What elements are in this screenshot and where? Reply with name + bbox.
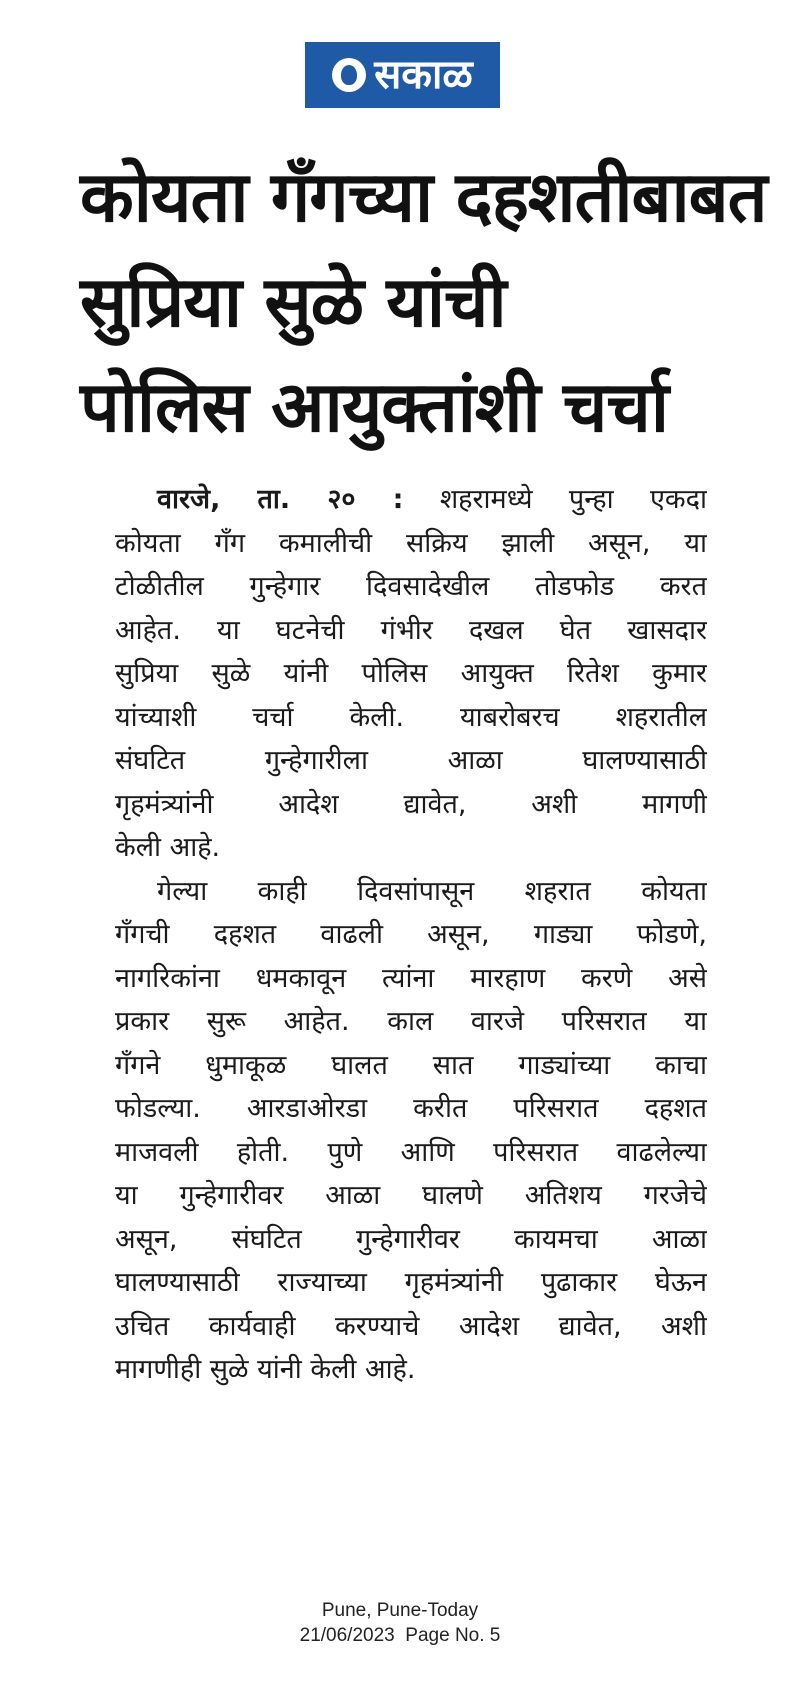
- article-line: उचित कार्यवाही करण्याचे आदेश द्यावेत, अशी: [115, 1310, 707, 1342]
- headline-line: कोयता गँगच्या दहशतीबाबत: [80, 156, 767, 238]
- dateline: वारजे, ता. २० :: [157, 484, 404, 515]
- emblem-icon: [332, 58, 366, 92]
- article-line: या गुन्हेगारीवर आळा घालणे अतिशय गरजेचे: [115, 1180, 707, 1211]
- headline: [80, 145, 767, 460]
- headline-line: पोलिस आयुक्तांशी चर्चा: [80, 366, 668, 448]
- article-line: गँगची दहशत वाढली असून, गाड्या फोडणे,: [115, 919, 707, 950]
- article-line: नागरिकांना धमकावून त्यांना मारहाण करणे असे: [115, 962, 707, 994]
- article-line: यांच्याशी चर्चा केली. याबरोबरच शहरातील: [115, 701, 707, 733]
- article-line: गेल्या काही दिवसांपासून शहरात कोयता: [157, 875, 707, 907]
- article-line: कोयता गँग कमालीची सक्रिय झाली असून, या: [115, 527, 707, 559]
- article-body: [115, 478, 707, 1392]
- article-line: आहेत. या घटनेची गंभीर दखल घेत खासदार: [115, 614, 707, 646]
- article-line: गृहमंत्र्यांनी आदेश द्यावेत, अशी मागणी: [115, 788, 707, 820]
- edition-label: Pune, Pune-Today: [321, 1600, 479, 1621]
- article-line: केली आहे.: [115, 832, 221, 863]
- article-line: फोडल्या. आरडाओरडा करीत परिसरात दहशत: [115, 1093, 707, 1124]
- article-line: घालण्यासाठी राज्याच्या गृहमंत्र्यांनी पुढाकार घेऊन: [115, 1267, 707, 1298]
- article-line: टोळीतील गुन्हेगार दिवसादेखील तोडफोड करत: [115, 571, 707, 602]
- article-line: असून, संघटित गुन्हेगारीवर कायमचा आळा: [115, 1223, 707, 1255]
- masthead-name: सकाळ: [374, 52, 473, 98]
- article-line: मागणीही सुळे यांनी केली आहे.: [115, 1354, 416, 1385]
- masthead-logo: [305, 42, 500, 108]
- headline-line: सुप्रिया सुळे यांची: [80, 261, 506, 343]
- article-line: गँगने धुमाकूळ घालत सात गाड्यांच्या काचा: [115, 1049, 707, 1081]
- source-footer: [0, 1598, 800, 1648]
- article-line: सुप्रिया सुळे यांनी पोलिस आयुक्त रितेश कुमार: [115, 658, 707, 689]
- date-page-label: 21/06/2023 Page No. 5: [299, 1625, 501, 1646]
- article-line: [115, 478, 707, 522]
- article-line: संघटित गुन्हेगारीला आळा घालण्यासाठी: [115, 745, 707, 776]
- article-line: माजवली होती. पुणे आणि परिसरात वाढलेल्या: [115, 1136, 707, 1168]
- article-line: प्रकार सुरू आहेत. काल वारजे परिसरात या: [115, 1006, 707, 1037]
- article-text: शहरामध्ये पुन्हा एकदा: [439, 484, 707, 515]
